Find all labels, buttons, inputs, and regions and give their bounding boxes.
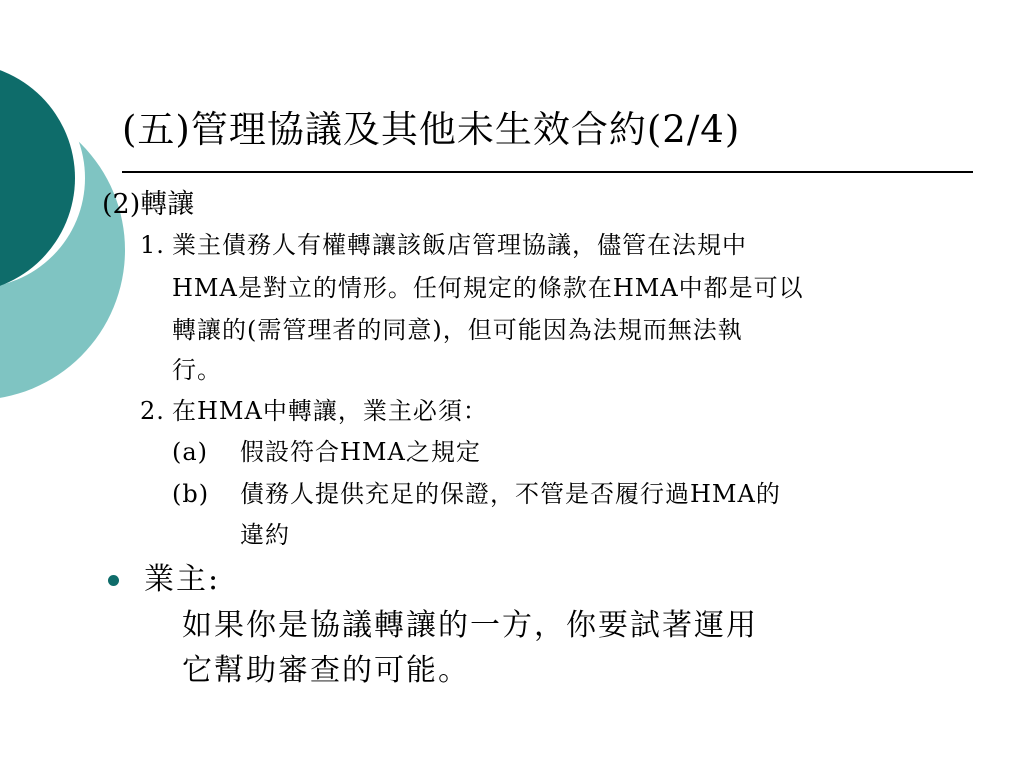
- section-heading: (2)轉讓: [102, 189, 195, 220]
- item1-line-2: HMA是對立的情形。任何規定的條款在HMA中都是可以: [172, 274, 804, 302]
- sub-b-line-1: 債務人提供充足的保證，不管是否履行過HMA的: [240, 480, 781, 508]
- sub-a-label: (a): [172, 438, 209, 466]
- sub-a-text: 假設符合HMA之規定: [240, 438, 481, 466]
- item2-text: 在HMA中轉讓，業主必須：: [172, 397, 488, 425]
- bullet-line-1: 如果你是協議轉讓的一方，你要試著運用: [182, 608, 758, 643]
- item2-number: 2.: [140, 397, 165, 425]
- slide-title: (五)管理協議及其他未生效合約(2/4): [122, 108, 741, 151]
- bullet-dot: [108, 575, 119, 586]
- item1-line-3: 轉讓的(需管理者的同意)，但可能因為法規而無法執: [172, 316, 743, 344]
- item1-line-1: 業主債務人有權轉讓該飯店管理協議，儘管在法規中: [172, 231, 747, 259]
- item1-number: 1.: [140, 231, 165, 259]
- bullet-heading: 業主:: [144, 562, 221, 597]
- title-underline: [122, 171, 973, 173]
- item1-line-4: 行。: [172, 356, 222, 384]
- sub-b-label: (b): [172, 480, 210, 508]
- bullet-line-2: 它幫助審查的可能。: [182, 653, 470, 688]
- sub-b-line-2: 違約: [240, 521, 290, 549]
